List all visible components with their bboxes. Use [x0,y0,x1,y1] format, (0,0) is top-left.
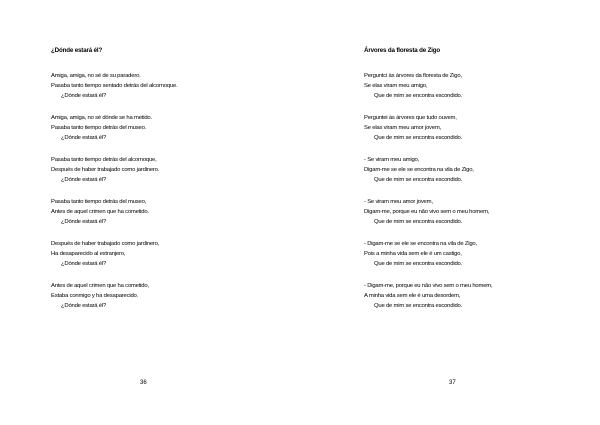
stanza [51,198,149,228]
poem-refrain: ¿Dónde estará él? [61,176,107,183]
poem-line: Amiga, amiga, no sé dónde se ha metido. [51,115,152,121]
stanza [364,114,462,144]
poem-line: Ha desaparecido al extranjero, [51,250,126,257]
poem-line: Pois a minha vida sem ele é um castigo, [364,250,462,257]
poem-refrain: ¿Dónde estará él? [61,134,107,141]
stanza [364,282,492,312]
poem-line: - Digam-me, porque eu não vivo sem o meu homem, [364,283,493,289]
poem-title: ¿Dónde estará él? [51,47,103,54]
poem-refrain: ¿Dónde estará él? [61,260,107,267]
stanza [51,72,178,102]
poem-line: A minha vida sem ele é uma desordem, [364,292,461,299]
poem-refrain: ¿Dónde estará él? [61,218,107,225]
poem-line: Antes de aquel crimen que ha cometido. [51,208,149,215]
stanza [364,198,489,228]
stanza [51,282,149,312]
poem-line: Amiga, amiga, no sé de su paradero. [51,73,141,79]
poem-line: Se elas viram meu amor jovem, [364,124,442,131]
page-number: 36 [140,380,147,386]
poem-line: Digam-me, porque eu não vivo sem o meu homem, [364,208,490,215]
poem-line: - Se viram meu amigo, [364,157,420,163]
poem-line: Se elas viram meu amigo, [364,82,428,89]
poem-line: Pasaba tanto tiempo detrás del museo. [51,124,147,131]
stanza [51,240,159,270]
poem-line: - Se viram meu amor jovem, [364,199,433,205]
stanza [364,240,477,270]
poem-line: Pasaba tanto tiempo detrás del alcornoque, [51,157,157,163]
poem-refrain: ¿Dónde estará él? [61,92,107,99]
poem-line: Perguntci às árvores da floresta de Zigo, [364,73,462,79]
poem-title: Árvores da floresta de Zigo [364,47,441,54]
poem-line: Pasaba tanto tiempo sentado detrás del alcornoque. [51,82,178,89]
poem-refrain: ¿Dónde estará él? [61,302,107,309]
poem-refrain: Que de mim se encontra escondido. [374,134,463,141]
poem-refrain: Que de mim se encontra escondido. [374,218,463,225]
poem-line: Digam-me se ele se encontra na vila de Zigo, [364,166,474,173]
stanza [51,114,152,144]
poem-line: Perguntei às árvores que tudo ouvem, [364,115,457,121]
poem-line: Después de haber trabajado como jardinero. [51,166,160,173]
right-page [300,0,600,425]
poem-line: Antes de aquel crimen que ha cometido, [51,283,149,289]
poem-refrain: Que de mim se encontra escondido. [374,302,463,309]
poem-refrain: Que de mim se encontra escondido. [374,92,463,99]
poem-line: Pasaba tanto tiempo detrás del museo, [51,199,147,205]
stanza [51,156,159,186]
poem-line: Después de haber trabajado como jardinero, [51,241,160,247]
poem-line: Estaba conmigo y ha desaparecido. [51,292,139,299]
poem-refrain: Que de mim se encontra escondido. [374,176,463,183]
poem-line: - Digam-me se ele se encontra na vila de Zigo, [364,241,477,247]
poem-refrain: Que de mim se encontra escondido. [374,260,463,267]
page-number: 37 [449,380,456,386]
stanza [364,156,474,186]
stanza [364,72,462,102]
